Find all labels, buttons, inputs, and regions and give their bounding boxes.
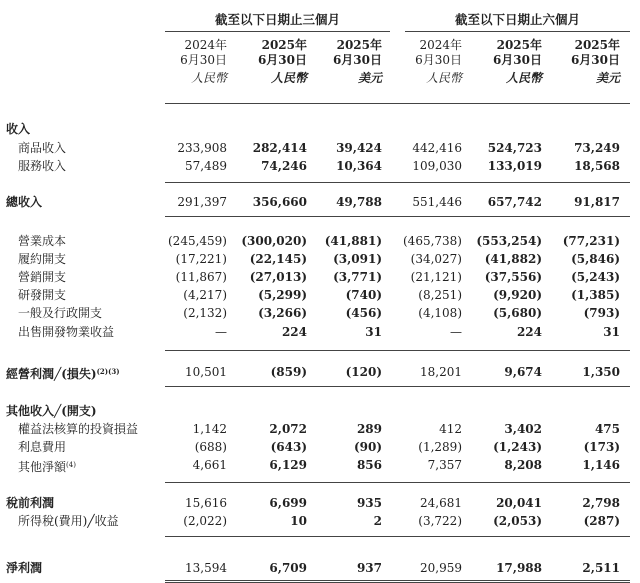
table-cell: (245,459) bbox=[168, 234, 227, 248]
table-cell: 18,201 bbox=[420, 365, 462, 379]
table-cell: 657,742 bbox=[487, 195, 542, 209]
row-label bbox=[18, 250, 66, 268]
table-cell: 10,501 bbox=[185, 365, 227, 379]
row-label-text: 所得稅(費用)╱收益 bbox=[18, 514, 119, 528]
table-cell: 233,908 bbox=[177, 141, 227, 155]
separator-rule bbox=[165, 182, 630, 183]
row-label-text: 其他淨額 bbox=[18, 460, 67, 474]
period-three-months: 截至以下日期止三個月 bbox=[214, 12, 340, 27]
table-cell: (3,091) bbox=[333, 252, 382, 266]
table-cell: (22,145) bbox=[249, 252, 307, 266]
table-cell: 49,788 bbox=[336, 195, 382, 209]
column-header-date: 6月30日 bbox=[180, 53, 227, 67]
table-cell: (287) bbox=[583, 514, 620, 528]
column-header bbox=[312, 38, 382, 86]
footnote-marker: (4) bbox=[66, 461, 76, 469]
row-label-text: 其他收入╱(開支) bbox=[6, 404, 97, 418]
table-cell: 10 bbox=[290, 514, 307, 528]
table-row bbox=[0, 512, 640, 530]
period-six-underline bbox=[405, 31, 630, 32]
table-cell: 18,568 bbox=[574, 159, 620, 173]
table-cell: — bbox=[450, 325, 462, 339]
column-header-year: 2025年 bbox=[336, 38, 382, 52]
table-row bbox=[0, 438, 640, 456]
row-label-text: 履約開支 bbox=[18, 252, 67, 266]
table-cell: (77,231) bbox=[562, 234, 620, 248]
table-cell: (2,053) bbox=[493, 514, 542, 528]
table-cell: (3,266) bbox=[258, 306, 307, 320]
column-header bbox=[392, 38, 462, 86]
table-cell: (553,254) bbox=[476, 234, 542, 248]
row-label-text: 營業成本 bbox=[18, 234, 67, 248]
row-label bbox=[6, 120, 30, 138]
column-header-unit: 人民幣 bbox=[270, 71, 307, 85]
table-cell: 2,511 bbox=[582, 561, 620, 575]
row-label-text: 營銷開支 bbox=[18, 270, 67, 284]
table-cell: (5,299) bbox=[258, 288, 307, 302]
table-row bbox=[0, 157, 640, 175]
table-cell: 20,041 bbox=[496, 496, 542, 510]
table-cell: 291,397 bbox=[177, 195, 227, 209]
table-cell: 6,129 bbox=[269, 458, 307, 472]
table-cell: 57,489 bbox=[185, 159, 227, 173]
table-cell: (740) bbox=[345, 288, 382, 302]
table-row bbox=[0, 456, 640, 474]
row-label bbox=[6, 494, 54, 512]
row-label-text: 收入 bbox=[6, 122, 31, 136]
table-cell: 13,594 bbox=[185, 561, 227, 575]
column-header-unit: 人民幣 bbox=[190, 71, 227, 85]
table-cell: 475 bbox=[594, 422, 620, 436]
table-cell: 6,699 bbox=[269, 496, 307, 510]
table-row bbox=[0, 268, 640, 286]
footnote-marker: (2)(3) bbox=[96, 367, 120, 376]
table-cell: (4,108) bbox=[418, 306, 462, 320]
table-row bbox=[0, 232, 640, 250]
section-heading-row bbox=[0, 402, 640, 420]
table-cell: 24,681 bbox=[420, 496, 462, 510]
table-cell: 31 bbox=[603, 325, 620, 339]
table-cell: 2,798 bbox=[582, 496, 620, 510]
table-cell: (688) bbox=[194, 440, 227, 454]
table-cell: (643) bbox=[270, 440, 307, 454]
table-cell: (11,867) bbox=[175, 270, 227, 284]
table-cell: 856 bbox=[356, 458, 382, 472]
row-label bbox=[6, 559, 42, 577]
column-header bbox=[157, 38, 227, 86]
table-cell: (2,022) bbox=[183, 514, 227, 528]
table-cell: 442,416 bbox=[412, 141, 462, 155]
separator-rule bbox=[165, 216, 630, 217]
table-row bbox=[0, 139, 640, 157]
table-cell: (3,722) bbox=[418, 514, 462, 528]
table-cell: 73,249 bbox=[574, 141, 620, 155]
table-cell: 2 bbox=[373, 514, 382, 528]
table-cell: (465,738) bbox=[403, 234, 462, 248]
table-cell: (1,289) bbox=[418, 440, 462, 454]
table-cell: 1,142 bbox=[192, 422, 227, 436]
table-cell: (173) bbox=[583, 440, 620, 454]
table-cell: 224 bbox=[281, 325, 307, 339]
column-header-unit: 美元 bbox=[357, 71, 382, 85]
row-label bbox=[18, 286, 66, 304]
row-label-text: 一般及行政開支 bbox=[18, 306, 103, 320]
column-header-date: 6月30日 bbox=[332, 53, 382, 67]
table-cell: 3,402 bbox=[504, 422, 542, 436]
table-cell: 551,446 bbox=[412, 195, 462, 209]
column-header bbox=[472, 38, 542, 86]
table-cell: 74,246 bbox=[261, 159, 307, 173]
table-cell: (456) bbox=[345, 306, 382, 320]
total-row bbox=[0, 559, 640, 577]
row-label-text: 利息費用 bbox=[18, 440, 67, 454]
table-cell: 1,146 bbox=[582, 458, 620, 472]
column-header-year: 2025年 bbox=[574, 38, 620, 52]
table-cell: 935 bbox=[356, 496, 382, 510]
row-label-text: 權益法核算的投資損益 bbox=[18, 422, 139, 436]
row-label-text: 研發開支 bbox=[18, 288, 67, 302]
table-cell: 91,817 bbox=[574, 195, 620, 209]
row-label bbox=[6, 402, 97, 420]
row-label-text: 稅前利潤 bbox=[6, 496, 55, 510]
separator-rule bbox=[165, 482, 630, 483]
row-label bbox=[6, 363, 120, 383]
column-header-unit: 人民幣 bbox=[505, 71, 542, 85]
row-label bbox=[18, 438, 66, 456]
column-header-unit: 人民幣 bbox=[425, 71, 462, 85]
table-cell: (4,217) bbox=[183, 288, 227, 302]
table-cell: 289 bbox=[356, 422, 382, 436]
table-cell: — bbox=[215, 325, 227, 339]
separator-rule bbox=[165, 386, 630, 387]
row-label bbox=[18, 304, 102, 322]
table-cell: 17,988 bbox=[496, 561, 542, 575]
table-cell: (34,027) bbox=[410, 252, 462, 266]
table-cell: (41,882) bbox=[484, 252, 542, 266]
table-cell: (8,251) bbox=[418, 288, 462, 302]
column-header bbox=[550, 38, 620, 86]
table-cell: 4,661 bbox=[192, 458, 227, 472]
row-label bbox=[18, 268, 66, 286]
row-label bbox=[18, 512, 119, 530]
table-cell: 9,674 bbox=[504, 365, 542, 379]
table-cell: (1,385) bbox=[571, 288, 620, 302]
section-heading-row bbox=[0, 120, 640, 138]
table-cell: 39,424 bbox=[336, 141, 382, 155]
row-label-text: 服務收入 bbox=[18, 159, 67, 173]
table-cell: 2,072 bbox=[269, 422, 307, 436]
table-row bbox=[0, 304, 640, 322]
table-cell: 8,208 bbox=[504, 458, 542, 472]
row-label-text: 經營利潤╱(損失) bbox=[6, 367, 97, 381]
total-row bbox=[0, 494, 640, 512]
column-header-unit: 美元 bbox=[595, 71, 620, 85]
table-row bbox=[0, 250, 640, 268]
table-cell: 20,959 bbox=[420, 561, 462, 575]
table-cell: 356,660 bbox=[252, 195, 307, 209]
row-label bbox=[18, 157, 66, 175]
separator-rule bbox=[165, 536, 630, 537]
row-label-text: 總收入 bbox=[6, 195, 43, 209]
table-cell: (2,132) bbox=[183, 306, 227, 320]
total-row bbox=[0, 193, 640, 211]
table-cell: 524,723 bbox=[487, 141, 542, 155]
period-three-underline bbox=[165, 31, 390, 32]
table-cell: (300,020) bbox=[241, 234, 307, 248]
column-header-year: 2024年 bbox=[419, 38, 462, 52]
table-cell: (5,243) bbox=[571, 270, 620, 284]
column-header-date: 6月30日 bbox=[257, 53, 307, 67]
table-cell: 6,709 bbox=[269, 561, 307, 575]
column-header-date: 6月30日 bbox=[492, 53, 542, 67]
table-cell: (41,881) bbox=[324, 234, 382, 248]
table-cell: 224 bbox=[516, 325, 542, 339]
table-cell: (5,680) bbox=[493, 306, 542, 320]
column-header-year: 2025年 bbox=[261, 38, 307, 52]
row-label bbox=[18, 139, 66, 157]
separator-rule bbox=[165, 350, 630, 351]
table-cell: 7,357 bbox=[427, 458, 462, 472]
table-cell: (90) bbox=[353, 440, 382, 454]
table-cell: (120) bbox=[345, 365, 382, 379]
row-label-text: 商品收入 bbox=[18, 141, 67, 155]
table-cell: 412 bbox=[439, 422, 462, 436]
table-row bbox=[0, 286, 640, 304]
table-cell: 109,030 bbox=[412, 159, 462, 173]
column-header-year: 2025年 bbox=[496, 38, 542, 52]
table-cell: (27,013) bbox=[249, 270, 307, 284]
table-cell: (17,221) bbox=[175, 252, 227, 266]
table-cell: (3,771) bbox=[333, 270, 382, 284]
table-cell: 15,616 bbox=[185, 496, 227, 510]
table-cell: (5,846) bbox=[571, 252, 620, 266]
table-cell: 937 bbox=[356, 561, 382, 575]
header-rule bbox=[165, 103, 630, 104]
column-header-year: 2024年 bbox=[184, 38, 227, 52]
row-label bbox=[18, 323, 114, 341]
table-row bbox=[0, 323, 640, 341]
table-cell: 282,414 bbox=[252, 141, 307, 155]
table-cell: (859) bbox=[270, 365, 307, 379]
total-row bbox=[0, 363, 640, 381]
row-label-text: 淨利潤 bbox=[6, 561, 43, 575]
table-cell: (37,556) bbox=[484, 270, 542, 284]
row-label bbox=[18, 232, 66, 250]
table-cell: (9,920) bbox=[493, 288, 542, 302]
table-cell: 133,019 bbox=[487, 159, 542, 173]
period-six-months: 截至以下日期止六個月 bbox=[454, 12, 580, 27]
table-row bbox=[0, 420, 640, 438]
table-cell: 10,364 bbox=[336, 159, 382, 173]
table-cell: 1,350 bbox=[582, 365, 620, 379]
table-cell: 31 bbox=[365, 325, 382, 339]
table-cell: (793) bbox=[583, 306, 620, 320]
row-label bbox=[6, 193, 42, 211]
table-cell: (1,243) bbox=[493, 440, 542, 454]
column-header bbox=[237, 38, 307, 86]
column-header-date: 6月30日 bbox=[415, 53, 462, 67]
column-header-date: 6月30日 bbox=[570, 53, 620, 67]
row-label bbox=[18, 420, 138, 438]
table-cell: (21,121) bbox=[410, 270, 462, 284]
row-label bbox=[18, 456, 76, 476]
row-label-text: 出售開發物業收益 bbox=[18, 325, 115, 339]
